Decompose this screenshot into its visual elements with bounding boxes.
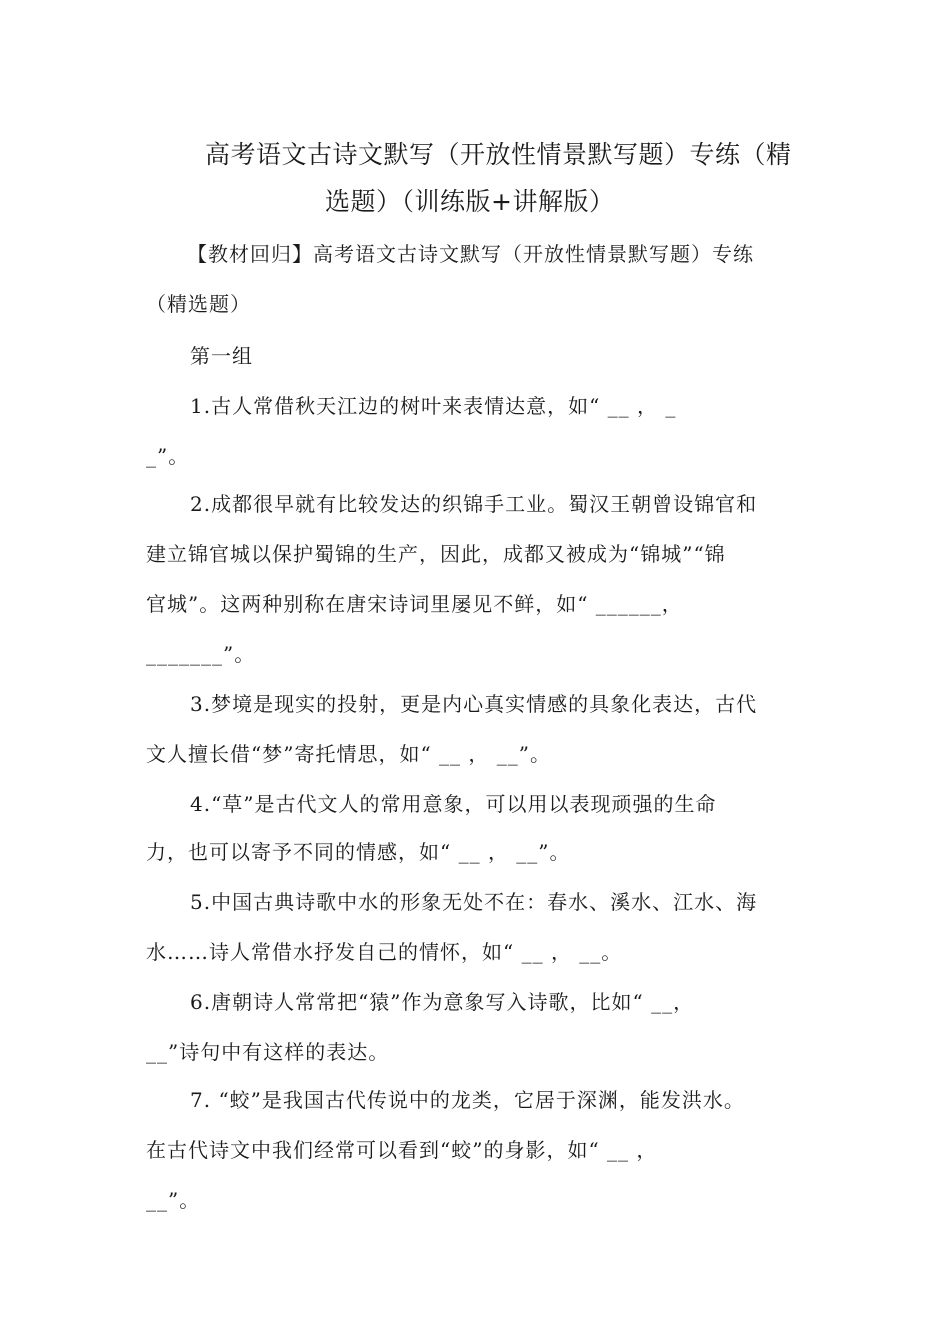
question-1-line-2: _”。 [146, 444, 190, 468]
question-4-line-1: 4.“草”是古代文人的常用意象，可以用以表现顽强的生命 [190, 792, 717, 816]
question-5-line-1: 5.中国古典诗歌中水的形象无处不在：春水、溪水、江水、海 [190, 890, 758, 914]
question-1-line-1: 1.古人常借秋天江边的树叶来表情达意，如“ __ ， _ [190, 394, 677, 418]
document-title-line-2: 选题）（训练版+讲解版） [325, 187, 615, 216]
question-3-line-1: 3.梦境是现实的投射，更是内心真实情感的具象化表达，古代 [190, 692, 758, 716]
document-title-line-1: 高考语文古诗文默写（开放性情景默写题）专练（精 [205, 140, 792, 169]
group-label: 第一组 [190, 344, 253, 368]
intro-line-2: （精选题） [146, 292, 251, 316]
question-6-line-2: __”诗句中有这样的表达。 [146, 1040, 390, 1064]
question-4-line-2: 力，也可以寄予不同的情感，如“ __ ， __”。 [146, 840, 571, 864]
question-2-line-4: _______”。 [146, 642, 256, 666]
question-5-line-2: 水……诗人常借水抒发自己的情怀，如“ __ ， __。 [146, 940, 623, 964]
question-2-line-1: 2.成都很早就有比较发达的织锦手工业。蜀汉王朝曾设锦官和 [190, 492, 758, 516]
question-7-line-3: __”。 [146, 1188, 201, 1212]
intro-line-1: 【教材回归】高考语文古诗文默写（开放性情景默写题）专练 [187, 242, 754, 266]
question-2-line-3: 官城”。这两种别称在唐宋诗词里屡见不鲜，如“ ______， [146, 592, 683, 616]
question-7-line-1: 7. “蛟”是我国古代传说中的龙类，它居于深渊，能发洪水。 [190, 1088, 745, 1112]
question-6-line-1: 6.唐朝诗人常常把“猿”作为意象写入诗歌，比如“ __， [190, 990, 695, 1014]
question-3-line-2: 文人擅长借“梦”寄托情思，如“ __ ， __”。 [146, 742, 551, 766]
question-7-line-2: 在古代诗文中我们经常可以看到“蛟”的身影，如“ __ ， [146, 1138, 658, 1162]
question-2-line-2: 建立锦官城以保护蜀锦的生产，因此，成都又被成为“锦城”“锦 [146, 542, 726, 566]
